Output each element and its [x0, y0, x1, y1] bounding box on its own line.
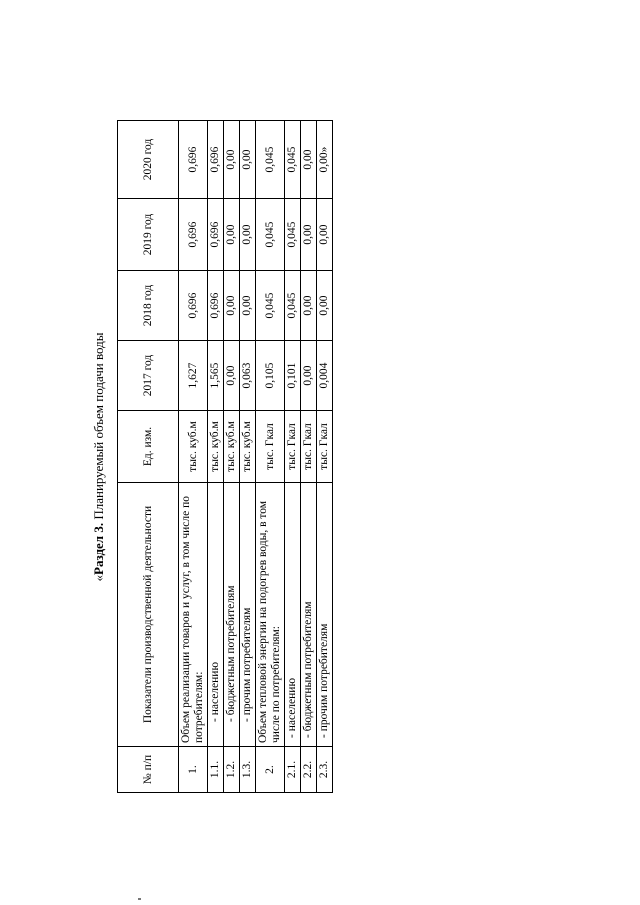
row-number: 1.2.	[224, 747, 240, 793]
value-2020: 0,045	[285, 121, 301, 199]
value-2019: 0,00	[224, 199, 240, 271]
row-indicator: - прочим потребителям	[317, 483, 333, 747]
value-2018: 0,696	[208, 271, 224, 341]
value-2018: 0,045	[285, 271, 301, 341]
value-2017: 0,004	[317, 341, 333, 411]
value-2018: 0,696	[179, 271, 208, 341]
value-2019: 0,00	[240, 199, 256, 271]
row-number: 2.2.	[301, 747, 317, 793]
value-2017: 0,105	[256, 341, 285, 411]
row-indicator: Объем тепловой энергии на подогрев воды, в том числе по потребителям:	[256, 483, 285, 747]
table-row	[256, 121, 285, 793]
row-number: 1.1.	[208, 747, 224, 793]
table-row	[301, 121, 317, 793]
row-indicator: - прочим потребителям	[240, 483, 256, 747]
heading-title: Планируемый объем подачи воды	[91, 332, 106, 523]
header-indicator: Показатели производственной деятельности	[118, 483, 179, 747]
value-2017: 0,063	[240, 341, 256, 411]
table-row	[179, 121, 208, 793]
row-unit: тыс. куб.м	[179, 411, 208, 483]
row-number: 1.3.	[240, 747, 256, 793]
table-row	[285, 121, 301, 793]
row-indicator: - бюджетным потребителям	[301, 483, 317, 747]
table-header-row	[118, 121, 179, 793]
value-2018: 0,00	[317, 271, 333, 341]
value-2019: 0,00	[317, 199, 333, 271]
value-2019: 0,696	[179, 199, 208, 271]
value-2019: 0,00	[301, 199, 317, 271]
header-2019: 2019 год	[118, 199, 179, 271]
header-unit: Ед. изм.	[118, 411, 179, 483]
value-2017: 0,00	[224, 341, 240, 411]
value-2020: 0,696	[208, 121, 224, 199]
value-2018: 0,00	[301, 271, 317, 341]
row-unit: тыс. Гкал	[285, 411, 301, 483]
heading-section-number: Раздел 3.	[91, 522, 106, 575]
row-indicator: - бюджетным потребителям	[224, 483, 240, 747]
row-indicator: Объем реализации товаров и услуг, в том числе по потребителям:	[179, 483, 208, 747]
row-unit: тыс. куб.м	[240, 411, 256, 483]
header-2020: 2020 год	[118, 121, 179, 199]
row-indicator: - населению	[208, 483, 224, 747]
table-row	[208, 121, 224, 793]
value-2017: 1,627	[179, 341, 208, 411]
value-2018: 0,00	[224, 271, 240, 341]
rotated-content	[85, 121, 405, 793]
table-row	[224, 121, 240, 793]
value-2017: 1,565	[208, 341, 224, 411]
value-2019: 0,045	[285, 199, 301, 271]
row-unit: тыс. Гкал	[256, 411, 285, 483]
value-2019: 0,045	[256, 199, 285, 271]
table-row	[317, 121, 333, 793]
value-2020: 0,696	[179, 121, 208, 199]
value-2020: 0,00	[301, 121, 317, 199]
table-row	[240, 121, 256, 793]
header-number: № п/п	[118, 747, 179, 793]
value-2020: 0,00	[224, 121, 240, 199]
heading-quote: «	[91, 574, 106, 582]
value-2020: 0,00	[240, 121, 256, 199]
value-2017: 0,00	[301, 341, 317, 411]
header-2017: 2017 год	[118, 341, 179, 411]
section-heading	[85, 121, 113, 793]
value-2018: 0,00	[240, 271, 256, 341]
value-2020: 0,00»	[317, 121, 333, 199]
value-2019: 0,696	[208, 199, 224, 271]
scan-speck	[138, 898, 141, 900]
row-unit: тыс. куб.м	[208, 411, 224, 483]
row-number: 1.	[179, 747, 208, 793]
row-unit: тыс. Гкал	[317, 411, 333, 483]
water-supply-table	[117, 120, 333, 793]
row-indicator: - населению	[285, 483, 301, 747]
value-2020: 0,045	[256, 121, 285, 199]
row-unit: тыс. куб.м	[224, 411, 240, 483]
row-unit: тыс. Гкал	[301, 411, 317, 483]
row-number: 2.3.	[317, 747, 333, 793]
row-number: 2.	[256, 747, 285, 793]
header-2018: 2018 год	[118, 271, 179, 341]
row-number: 2.1.	[285, 747, 301, 793]
value-2018: 0,045	[256, 271, 285, 341]
value-2017: 0,101	[285, 341, 301, 411]
